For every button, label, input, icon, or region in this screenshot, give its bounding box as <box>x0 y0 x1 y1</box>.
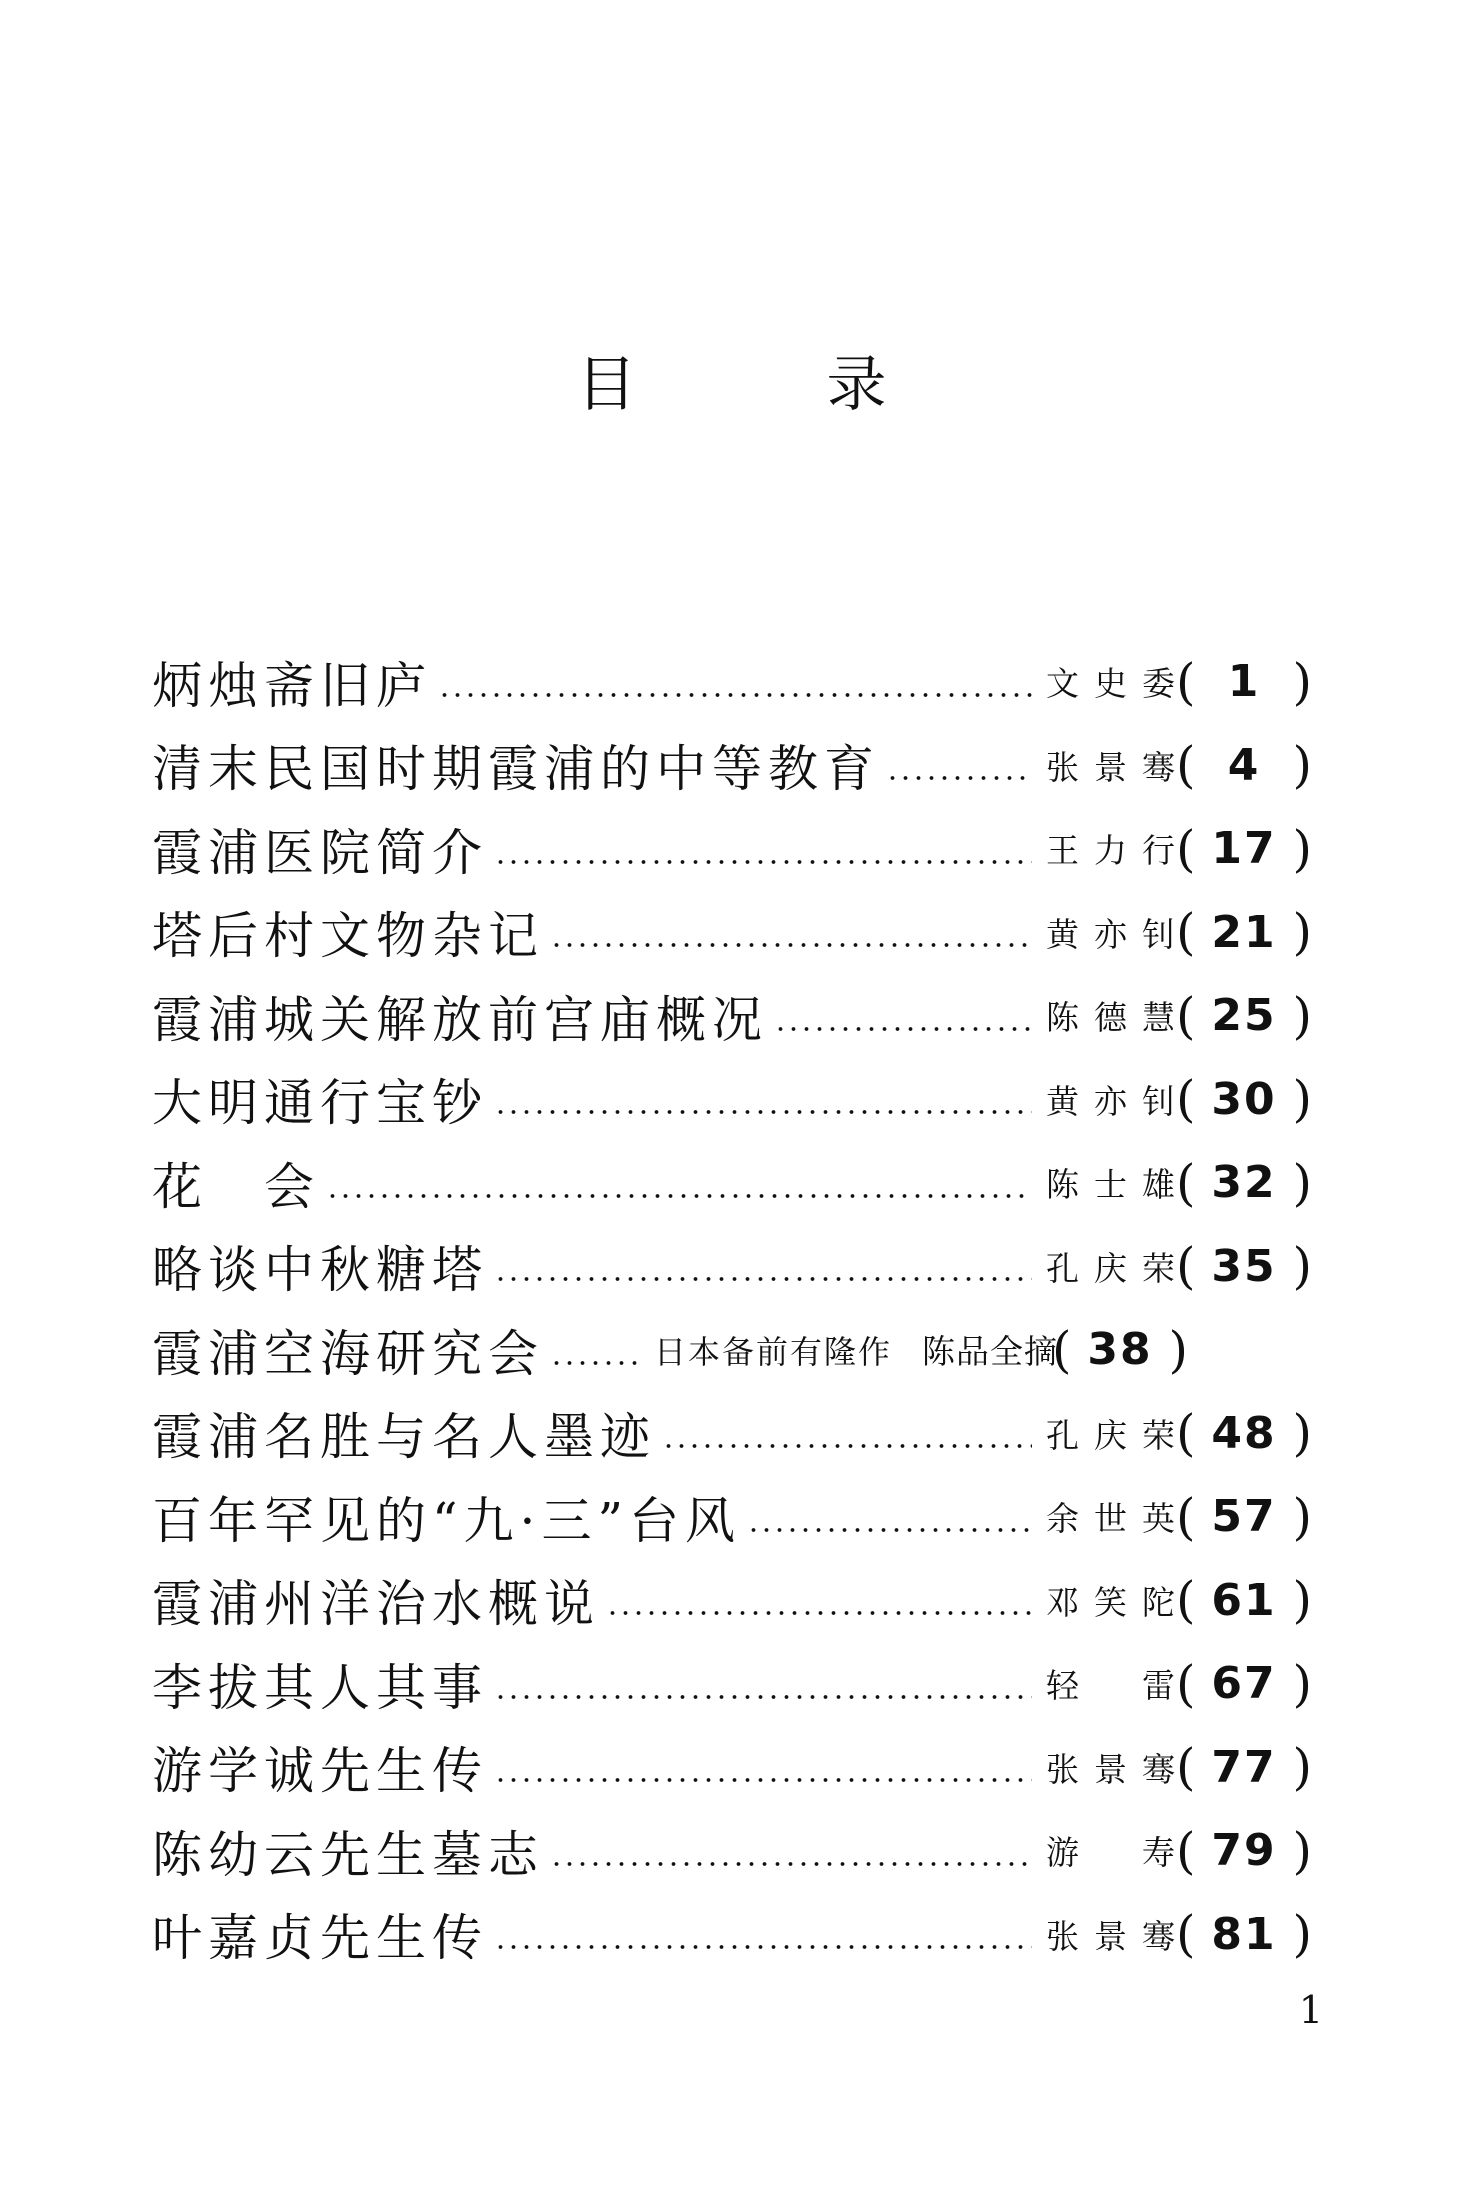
dot-leader <box>774 991 1032 1041</box>
toc-entry-author: 王力行 <box>1046 831 1176 871</box>
toc-entry-author: 张景骞 <box>1046 1749 1176 1789</box>
toc-entry-author: 孔庆荣 <box>1046 1248 1176 1288</box>
toc-entry-title: 炳烛斋旧庐 <box>152 656 432 715</box>
toc-entry-page <box>1176 903 1312 961</box>
page-ref-number: 30 <box>1211 1073 1277 1125</box>
close-paren: ) <box>1292 1070 1312 1129</box>
toc-entry-page <box>1176 1237 1312 1295</box>
toc-entry-title: 花 会 <box>152 1157 320 1216</box>
toc-entry-title: 霞浦空海研究会 <box>152 1324 544 1383</box>
toc-entry-page <box>1052 1321 1188 1379</box>
toc-entry-title: 李拔其人其事 <box>152 1658 488 1717</box>
close-paren: ) <box>1168 1320 1189 1379</box>
toc-entry-title: 略谈中秋糖塔 <box>152 1241 488 1300</box>
dot-leader <box>747 1492 1032 1542</box>
table-of-contents <box>152 640 1312 1976</box>
toc-entry-title: 大明通行宝钞 <box>152 1074 488 1133</box>
open-paren: ( <box>1176 1153 1196 1212</box>
toc-entry[interactable] <box>152 1225 1312 1309</box>
open-paren: ( <box>1176 1404 1196 1463</box>
page-ref-number: 4 <box>1227 739 1261 791</box>
toc-entry-title: 霞浦名胜与名人墨迹 <box>152 1408 656 1467</box>
page-title <box>0 350 1463 420</box>
toc-entry-page <box>1176 1404 1312 1462</box>
toc-entry-title: 游学诚先生传 <box>152 1742 488 1801</box>
toc-entry[interactable] <box>152 1642 1312 1726</box>
toc-entry-original-author: 日本备前有隆作 <box>654 1332 893 1371</box>
open-paren: ( <box>1176 986 1196 1045</box>
toc-entry-author: 孔庆荣 <box>1046 1415 1176 1455</box>
close-paren: ) <box>1292 986 1312 1045</box>
page-title-char-1: 目 <box>576 350 637 420</box>
page-ref-number: 38 <box>1087 1324 1153 1376</box>
toc-entry-author: 文史委 <box>1046 664 1176 704</box>
toc-entry-page <box>1176 1822 1312 1880</box>
dot-leader <box>550 1325 640 1375</box>
toc-entry-author: 游 寿 <box>1046 1833 1176 1873</box>
toc-entry-author: 邓笑陀 <box>1046 1582 1176 1622</box>
page-ref-number: 61 <box>1211 1574 1277 1626</box>
page-ref-number: 35 <box>1211 1240 1277 1292</box>
toc-entry[interactable] <box>152 1058 1312 1142</box>
page-ref-number: 77 <box>1211 1741 1277 1793</box>
open-paren: ( <box>1176 1237 1196 1296</box>
page-number: 1 <box>1298 1988 1323 2032</box>
close-paren: ) <box>1292 1738 1312 1797</box>
open-paren: ( <box>1176 1070 1196 1129</box>
toc-entry-page <box>1176 820 1312 878</box>
toc-entry-title: 霞浦州洋治水概说 <box>152 1575 600 1634</box>
toc-entry-page <box>1176 1738 1312 1796</box>
toc-entry-author: 陈品全摘 <box>922 1332 1059 1372</box>
toc-entry-page <box>1176 1571 1312 1629</box>
toc-entry-title: 陈幼云先生墓志 <box>152 1825 544 1884</box>
dot-leader <box>494 1659 1032 1709</box>
open-paren: ( <box>1176 1738 1196 1797</box>
page-ref-number: 48 <box>1211 1407 1277 1459</box>
toc-entry[interactable] <box>152 1308 1312 1392</box>
toc-entry-page <box>1176 1905 1312 1963</box>
close-paren: ) <box>1292 1487 1312 1546</box>
dot-leader <box>494 824 1032 874</box>
dot-leader <box>494 1074 1032 1124</box>
toc-entry[interactable] <box>152 974 1312 1058</box>
page-ref-number: 32 <box>1211 1157 1277 1209</box>
toc-entry-author: 黄亦钊 <box>1046 914 1176 954</box>
close-paren: ) <box>1292 1905 1312 1964</box>
toc-entry[interactable] <box>152 1809 1312 1893</box>
toc-entry-author: 张景骞 <box>1046 747 1176 787</box>
toc-entry-page <box>1176 1655 1312 1713</box>
page-ref-number: 25 <box>1211 990 1277 1042</box>
page-ref-number: 17 <box>1211 823 1277 875</box>
dot-leader <box>606 1575 1032 1625</box>
toc-entry[interactable] <box>152 1559 1312 1643</box>
open-paren: ( <box>1052 1320 1072 1379</box>
toc-entry-page <box>1176 736 1312 794</box>
page-ref-number: 57 <box>1211 1491 1277 1543</box>
toc-entry-title: 塔后村文物杂记 <box>152 907 544 966</box>
toc-entry-title: 霞浦医院简介 <box>152 823 488 882</box>
toc-entry[interactable] <box>152 1392 1312 1476</box>
toc-entry[interactable] <box>152 724 1312 808</box>
page-ref-number: 81 <box>1211 1908 1277 1960</box>
close-paren: ) <box>1292 736 1312 795</box>
open-paren: ( <box>1176 1905 1196 1964</box>
toc-entry[interactable] <box>152 1893 1312 1977</box>
toc-entry-author: 轻 雷 <box>1046 1666 1176 1706</box>
close-paren: ) <box>1292 652 1312 711</box>
toc-entry-author: 陈士雄 <box>1046 1165 1176 1205</box>
toc-entry-page <box>1176 653 1312 711</box>
close-paren: ) <box>1292 1237 1312 1296</box>
close-paren: ) <box>1292 1571 1312 1630</box>
dot-leader <box>326 1158 1032 1208</box>
close-paren: ) <box>1292 819 1312 878</box>
toc-entry-page <box>1176 1154 1312 1212</box>
open-paren: ( <box>1176 1487 1196 1546</box>
toc-entry-title: 叶嘉贞先生传 <box>152 1909 488 1968</box>
toc-entry-title: 霞浦城关解放前宫庙概况 <box>152 990 768 1049</box>
page-ref-number: 67 <box>1211 1658 1277 1710</box>
toc-entry[interactable] <box>152 807 1312 891</box>
close-paren: ) <box>1292 1821 1312 1880</box>
toc-entry[interactable] <box>152 640 1312 724</box>
toc-entry[interactable] <box>152 1726 1312 1810</box>
dot-leader <box>662 1408 1032 1458</box>
close-paren: ) <box>1292 1404 1312 1463</box>
open-paren: ( <box>1176 652 1196 711</box>
toc-entry-title: 清末民国时期霞浦的中等教育 <box>152 740 880 799</box>
toc-entry[interactable] <box>152 891 1312 975</box>
toc-entry-page <box>1176 1070 1312 1128</box>
toc-entry-title: 百年罕见的“九·三”台风 <box>152 1491 742 1550</box>
page-ref-number: 1 <box>1227 656 1261 708</box>
toc-entry-page <box>1176 1488 1312 1546</box>
dot-leader <box>886 740 1032 790</box>
close-paren: ) <box>1292 903 1312 962</box>
close-paren: ) <box>1292 1153 1312 1212</box>
toc-entry-author: 张景骞 <box>1046 1916 1176 1956</box>
dot-leader <box>550 907 1032 957</box>
page-title-char-2: 录 <box>826 350 887 420</box>
dot-leader <box>438 657 1032 707</box>
open-paren: ( <box>1176 903 1196 962</box>
open-paren: ( <box>1176 1571 1196 1630</box>
dot-leader <box>494 1241 1032 1291</box>
close-paren: ) <box>1292 1654 1312 1713</box>
dot-leader <box>494 1909 1032 1959</box>
toc-entry-page <box>1176 987 1312 1045</box>
toc-entry[interactable] <box>152 1141 1312 1225</box>
open-paren: ( <box>1176 1654 1196 1713</box>
open-paren: ( <box>1176 736 1196 795</box>
toc-entry[interactable] <box>152 1475 1312 1559</box>
page-ref-number: 21 <box>1211 906 1277 958</box>
dot-leader <box>494 1742 1032 1792</box>
page-ref-number: 79 <box>1211 1825 1277 1877</box>
toc-entry-author: 黄亦钊 <box>1046 1081 1176 1121</box>
dot-leader <box>550 1826 1032 1876</box>
open-paren: ( <box>1176 1821 1196 1880</box>
open-paren: ( <box>1176 819 1196 878</box>
toc-entry-author: 陈德慧 <box>1046 998 1176 1038</box>
toc-entry-author: 余世英 <box>1046 1499 1176 1539</box>
